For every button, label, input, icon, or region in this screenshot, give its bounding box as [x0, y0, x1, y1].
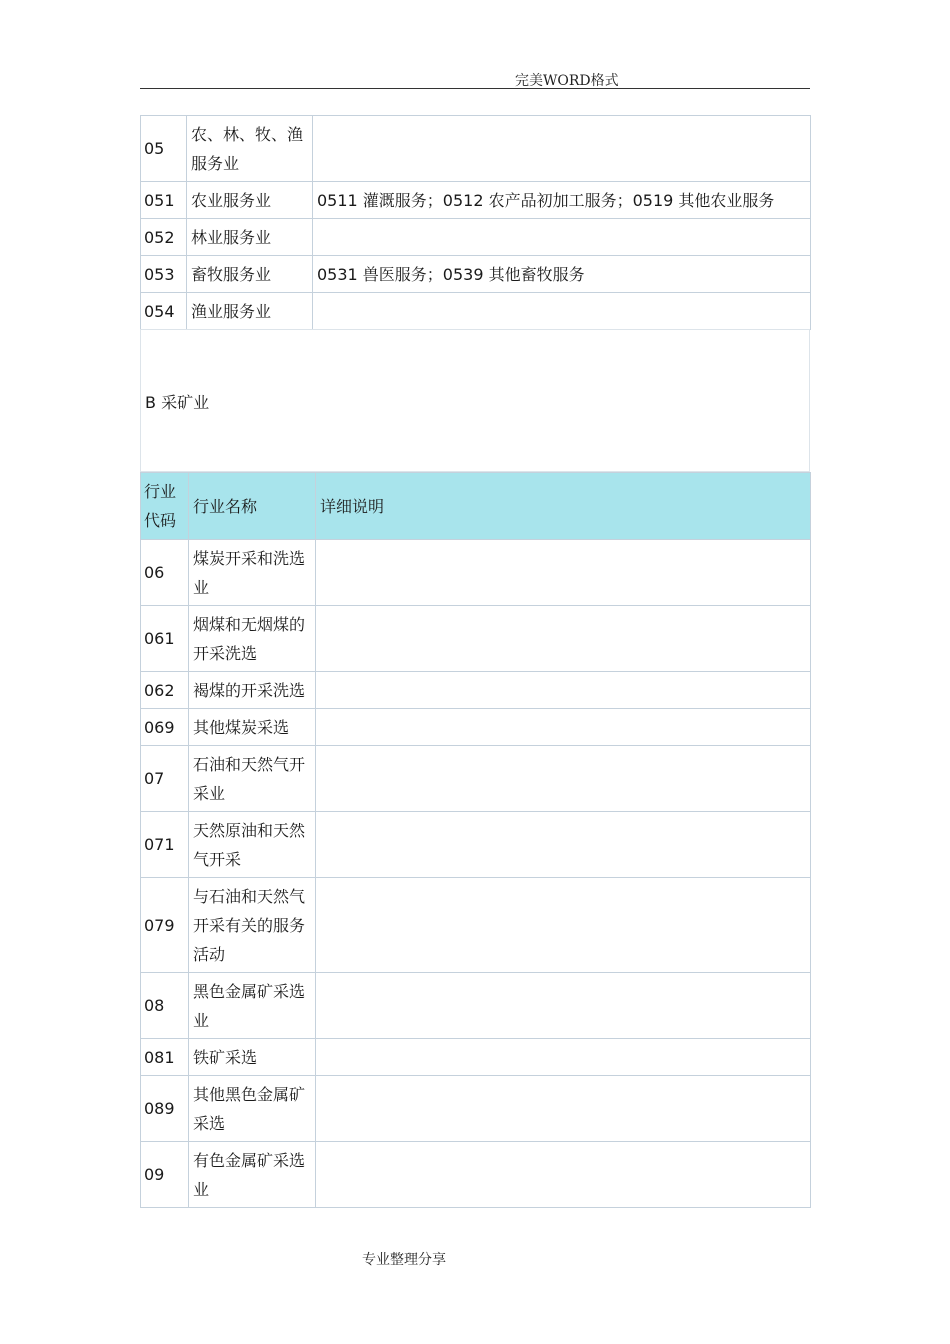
- industry-name: 其他黑色金属矿采选: [189, 1076, 316, 1142]
- table-row: [141, 878, 811, 973]
- table-row: [141, 1142, 811, 1208]
- industry-desc: 0511 灌溉服务；0512 农产品初加工服务；0519 其他农业服务: [313, 182, 811, 219]
- table-row: [141, 182, 811, 219]
- table-header-row: [141, 473, 811, 540]
- header-code: 行业代码: [141, 473, 189, 540]
- industry-desc: [316, 746, 811, 812]
- industry-desc: [313, 116, 811, 182]
- industry-code: 051: [141, 182, 187, 219]
- industry-table-a: [140, 115, 811, 330]
- industry-desc: [313, 219, 811, 256]
- table-row: [141, 746, 811, 812]
- table-row: [141, 540, 811, 606]
- table-row: [141, 219, 811, 256]
- industry-name: 煤炭开采和洗选业: [189, 540, 316, 606]
- table-row: [141, 1076, 811, 1142]
- industry-name: 石油和天然气开采业: [189, 746, 316, 812]
- industry-name: 与石油和天然气开采有关的服务活动: [189, 878, 316, 973]
- industry-code: 08: [141, 973, 189, 1039]
- header-name: 行业名称: [189, 473, 316, 540]
- industry-desc: [316, 812, 811, 878]
- industry-code: 07: [141, 746, 189, 812]
- industry-name: 烟煤和无烟煤的开采洗选: [189, 606, 316, 672]
- table-row: [141, 116, 811, 182]
- table-row: [141, 812, 811, 878]
- industry-code: 081: [141, 1039, 189, 1076]
- industry-name: 林业服务业: [187, 219, 313, 256]
- industry-desc: 0531 兽医服务；0539 其他畜牧服务: [313, 256, 811, 293]
- page-header: 完美WORD格式: [515, 73, 619, 89]
- industry-name: 天然原油和天然气开采: [189, 812, 316, 878]
- industry-code: 062: [141, 672, 189, 709]
- industry-desc: [316, 973, 811, 1039]
- industry-code: 061: [141, 606, 189, 672]
- table-row: [141, 1039, 811, 1076]
- header-rule: [140, 88, 810, 89]
- industry-code: 05: [141, 116, 187, 182]
- industry-code: 053: [141, 256, 187, 293]
- industry-desc: [316, 878, 811, 973]
- industry-code: 079: [141, 878, 189, 973]
- industry-desc: [316, 672, 811, 709]
- industry-code: 052: [141, 219, 187, 256]
- industry-desc: [313, 293, 811, 330]
- industry-code: 054: [141, 293, 187, 330]
- table-row: [141, 606, 811, 672]
- industry-desc: [316, 1076, 811, 1142]
- industry-code: 09: [141, 1142, 189, 1208]
- section-b-box: [140, 329, 810, 472]
- industry-name: 褐煤的开采洗选: [189, 672, 316, 709]
- industry-name: 其他煤炭采选: [189, 709, 316, 746]
- industry-table-b: [140, 472, 811, 1208]
- industry-name: 渔业服务业: [187, 293, 313, 330]
- industry-desc: [316, 1039, 811, 1076]
- industry-desc: [316, 1142, 811, 1208]
- industry-code: 071: [141, 812, 189, 878]
- industry-code: 06: [141, 540, 189, 606]
- page-footer: 专业整理分享: [362, 1252, 446, 1268]
- header-desc: 详细说明: [316, 473, 811, 540]
- industry-desc: [316, 540, 811, 606]
- industry-name: 有色金属矿采选业: [189, 1142, 316, 1208]
- section-title: B 采矿业: [145, 393, 210, 412]
- industry-code: 069: [141, 709, 189, 746]
- industry-name: 黑色金属矿采选业: [189, 973, 316, 1039]
- industry-name: 畜牧服务业: [187, 256, 313, 293]
- industry-desc: [316, 709, 811, 746]
- industry-desc: [316, 606, 811, 672]
- industry-code: 089: [141, 1076, 189, 1142]
- table-row: [141, 672, 811, 709]
- table-row: [141, 973, 811, 1039]
- industry-name: 农业服务业: [187, 182, 313, 219]
- table-row: [141, 709, 811, 746]
- table-row: [141, 293, 811, 330]
- table-row: [141, 256, 811, 293]
- industry-name: 农、林、牧、渔服务业: [187, 116, 313, 182]
- industry-name: 铁矿采选: [189, 1039, 316, 1076]
